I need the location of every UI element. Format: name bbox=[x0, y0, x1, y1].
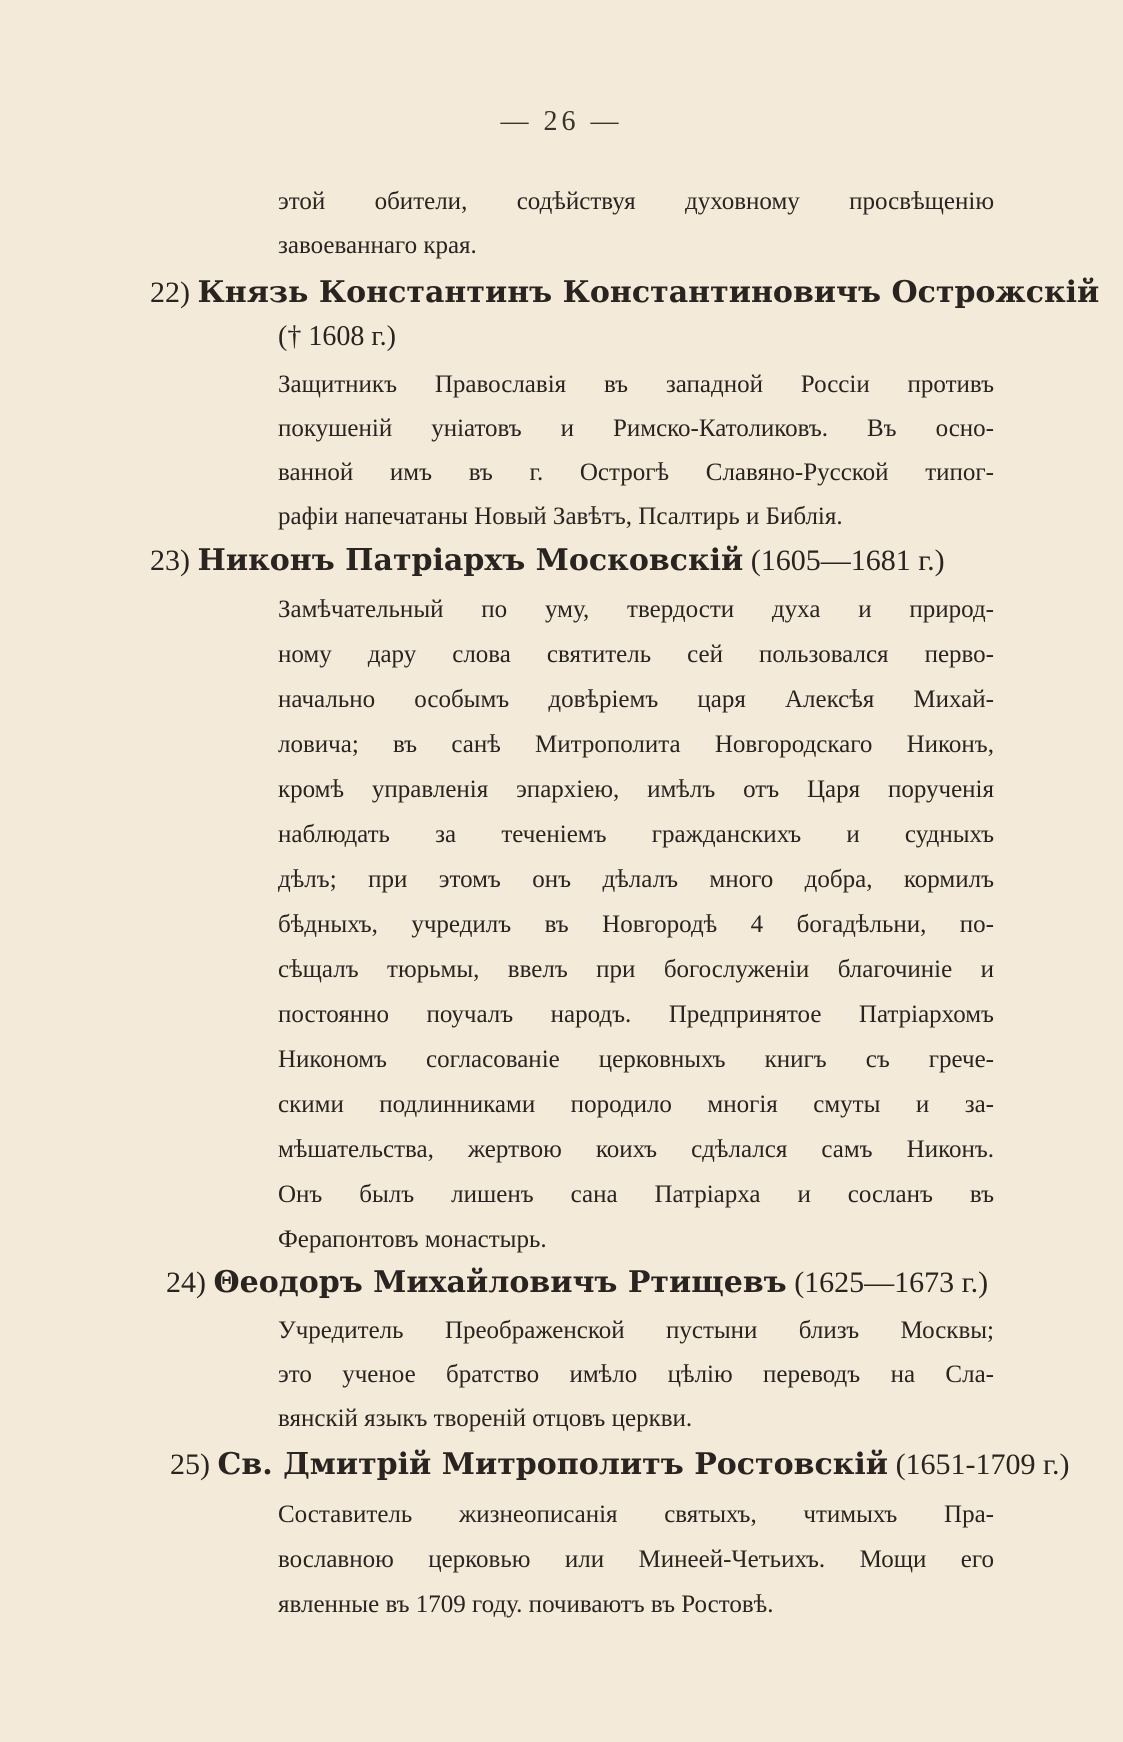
entry-heading bbox=[170, 1448, 1069, 1482]
body-line: бѣдныхъ, учредилъ въ Новгородѣ 4 богадѣльни, по- bbox=[278, 911, 994, 938]
body-line: это ученое братство имѣло цѣлію переводъ на Сла- bbox=[278, 1361, 994, 1388]
body-line: сѣщалъ тюрьмы, ввелъ при богослуженіи благочиніе и bbox=[278, 956, 994, 983]
body-line: Учредитель Преображенской пустыни близъ Москвы; bbox=[278, 1317, 994, 1344]
entry-name: Θеодоръ Михайловичъ Ртищевъ bbox=[213, 1265, 787, 1300]
body-line: Онъ былъ лишенъ сана Патріарха и сосланъ въ bbox=[278, 1181, 994, 1208]
body-line: этой обители, содѣйствуя духовному просвѣщенію bbox=[278, 188, 994, 215]
entry-number: 25) bbox=[170, 1448, 210, 1481]
body-line: мѣшательства, жертвою коихъ сдѣлался самъ Никонъ. bbox=[278, 1136, 994, 1163]
body-line: Ферапонтовъ монастырь. bbox=[278, 1226, 547, 1253]
body-line: скими подлинниками породило многія смуты и за- bbox=[278, 1091, 994, 1118]
body-line: Никономъ согласованіе церковныхъ книгъ съ грече- bbox=[278, 1046, 994, 1073]
body-line: явленные въ 1709 году. почиваютъ въ Ростовѣ. bbox=[278, 1591, 774, 1618]
entry-dates: (1625—1673 г.) bbox=[794, 1266, 989, 1299]
entry-number: 23) bbox=[150, 544, 190, 577]
entry-dates: (1651-1709 г.) bbox=[895, 1448, 1070, 1481]
body-line: дѣлъ; при этомъ онъ дѣлалъ много добра, кормилъ bbox=[278, 866, 994, 893]
entry-dates: (1605—1681 г.) bbox=[750, 544, 945, 577]
body-line: Составитель жизнеописанія святыхъ, чтимыхъ Пра- bbox=[278, 1501, 994, 1528]
body-line: Защитникъ Православія въ западной Россіи противъ bbox=[278, 371, 994, 398]
body-line: кромѣ управленія эпархіею, имѣлъ отъ Царя порученія bbox=[278, 776, 994, 803]
page-number: — 26 — bbox=[500, 106, 623, 137]
body-line: постоянно поучалъ народъ. Предпринятое Патріархомъ bbox=[278, 1001, 994, 1028]
entry-number: 22) bbox=[150, 276, 190, 309]
body-line: вославною церковью или Минеей-Четьихъ. Мощи его bbox=[278, 1546, 994, 1573]
entry-heading bbox=[150, 276, 1099, 310]
body-line: Замѣчательный по уму, твердости духа и природ- bbox=[278, 596, 994, 623]
entry-name: Св. Дмитрій Митрополитъ Ростовскій bbox=[217, 1447, 889, 1482]
entry-name: Князь Константинъ Константиновичъ Острожскій bbox=[197, 275, 1100, 310]
body-line: завоеваннаго края. bbox=[278, 232, 477, 259]
entry-heading bbox=[150, 544, 945, 578]
entry-name: Никонъ Патріархъ Московскій bbox=[197, 543, 744, 578]
body-line: покушеній уніатовъ и Римско-Католиковъ. Въ осно- bbox=[278, 415, 994, 442]
body-line: ловича; въ санѣ Митрополита Новгородскаго Никонъ, bbox=[278, 731, 994, 758]
entry-dates: († 1608 г.) bbox=[278, 321, 396, 352]
body-line: рафіи напечатаны Новый Завѣтъ, Псалтирь и Библія. bbox=[278, 503, 843, 530]
body-line: ному дару слова святитель сей пользовался перво- bbox=[278, 641, 994, 668]
entry-heading bbox=[166, 1266, 988, 1300]
body-line: ванной имъ въ г. Острогѣ Славяно-Русской типог- bbox=[278, 459, 994, 486]
entry-number: 24) bbox=[166, 1266, 206, 1299]
body-line: наблюдать за теченіемъ гражданскихъ и судныхъ bbox=[278, 821, 994, 848]
body-line: начально особымъ довѣріемъ царя Алексѣя Михай- bbox=[278, 686, 994, 713]
body-line: вянскій языкъ твореній отцовъ церкви. bbox=[278, 1405, 693, 1432]
